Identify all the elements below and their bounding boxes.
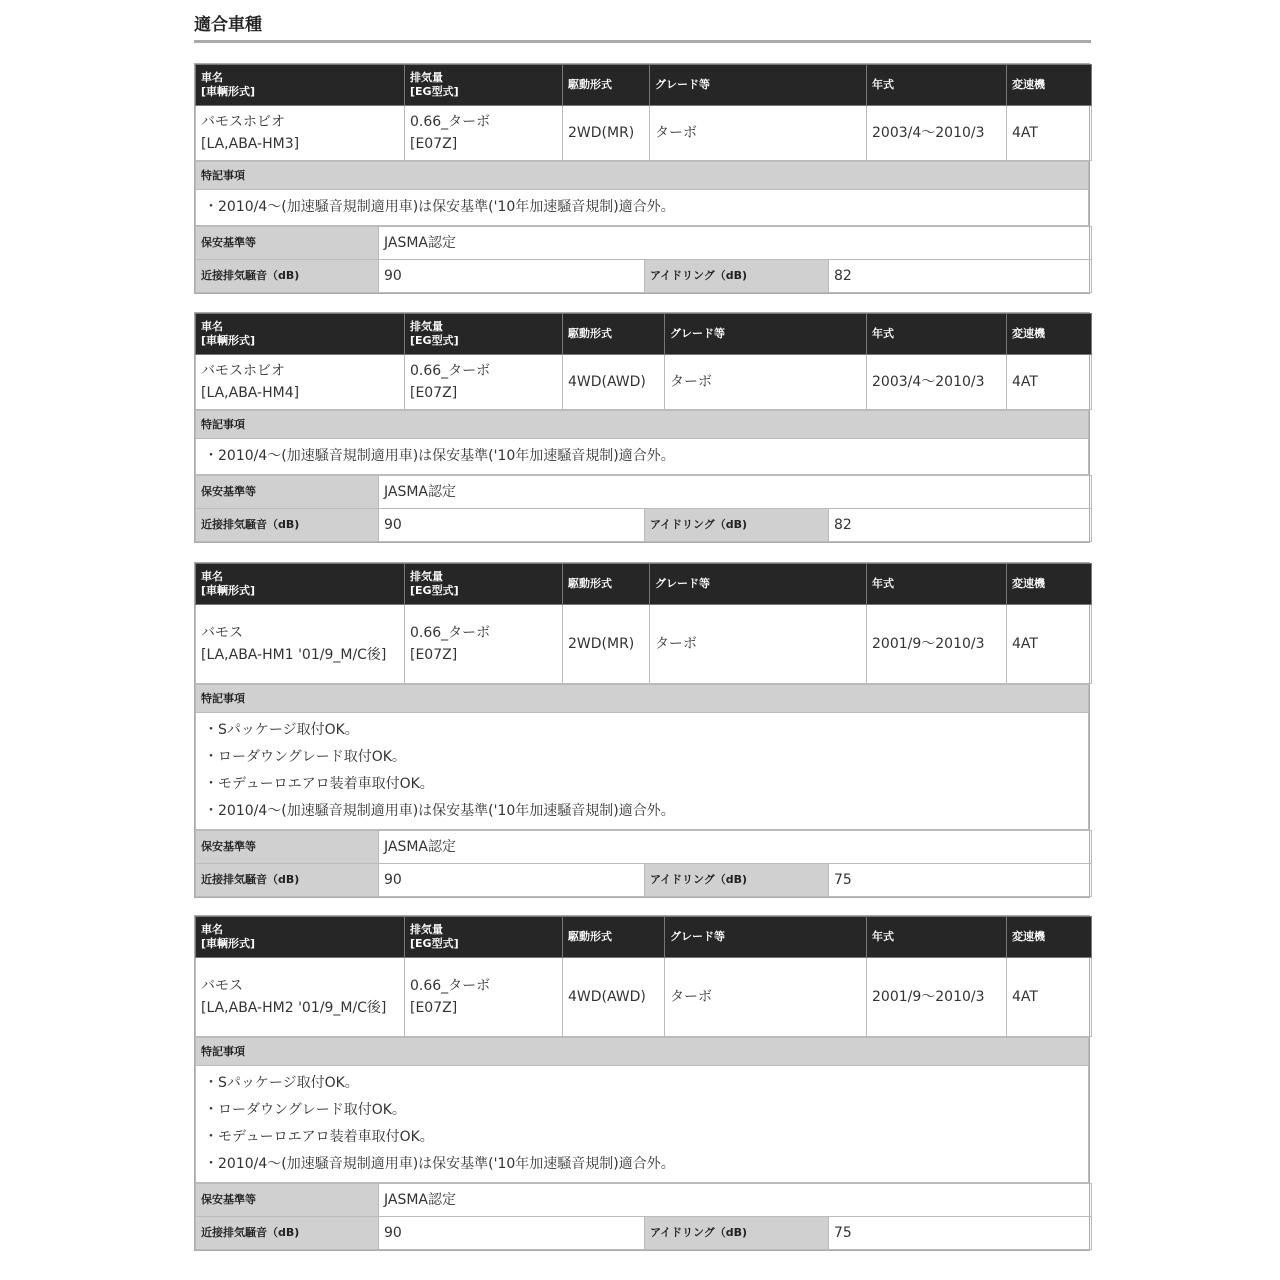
note-item: ・Sパッケージ取付OK。	[204, 1075, 359, 1091]
note-item: ・モデューロエアロ装着車取付OK。	[204, 776, 434, 792]
year-value: 2001/9～2010/3	[867, 958, 1007, 1037]
car-name-value: バモスホビオ [LA,ABA-HM3]	[196, 106, 405, 161]
idle-noise-label: アイドリング（dB)	[645, 509, 829, 542]
grade-value: ターボ	[650, 106, 867, 161]
header-car-name: 車名 [車輌形式]	[196, 314, 405, 355]
year-value: 2003/4～2010/3	[867, 355, 1007, 410]
notes-header: 特記事項	[196, 1038, 1089, 1066]
header-drive: 駆動形式	[563, 564, 650, 605]
safety-value: JASMA認定	[379, 476, 1092, 509]
vehicle-compat-table	[194, 63, 1090, 294]
note-item: ・2010/4～(加速騒音規制適用車)は保安基準('10年加速騒音規制)適合外。	[204, 1156, 675, 1172]
notes-list	[196, 1066, 1089, 1183]
displacement-value: 0.66_ターボ [E07Z]	[405, 355, 563, 410]
safety-label: 保安基準等	[196, 1184, 379, 1217]
car-name-value: バモス [LA,ABA-HM2 '01/9_M/C後]	[196, 958, 405, 1037]
header-drive: 駆動形式	[563, 65, 650, 106]
year-value: 2001/9～2010/3	[867, 605, 1007, 684]
near-noise-label: 近接排気騒音（dB)	[196, 509, 379, 542]
idle-noise-label: アイドリング（dB)	[645, 1217, 829, 1250]
safety-value: JASMA認定	[379, 227, 1092, 260]
header-car-name: 車名 [車輌形式]	[196, 917, 405, 958]
header-grade: グレード等	[650, 65, 867, 106]
grade-value: ターボ	[650, 605, 867, 684]
near-noise-label: 近接排気騒音（dB)	[196, 864, 379, 897]
year-value: 2003/4～2010/3	[867, 106, 1007, 161]
near-noise-label: 近接排気騒音（dB)	[196, 260, 379, 293]
transmission-value: 4AT	[1007, 106, 1092, 161]
header-transmission: 変速機	[1007, 917, 1092, 958]
header-displacement: 排気量 [EG型式]	[405, 564, 563, 605]
displacement-value: 0.66_ターボ [E07Z]	[405, 605, 563, 684]
table-row	[196, 958, 1092, 1037]
notes-header: 特記事項	[196, 685, 1089, 713]
notes-header: 特記事項	[196, 411, 1089, 439]
car-name-value: バモス [LA,ABA-HM1 '01/9_M/C後]	[196, 605, 405, 684]
near-noise-label: 近接排気騒音（dB)	[196, 1217, 379, 1250]
notes-list	[196, 713, 1089, 830]
displacement-value: 0.66_ターボ [E07Z]	[405, 106, 563, 161]
note-item: ・2010/4～(加速騒音規制適用車)は保安基準('10年加速騒音規制)適合外。	[204, 803, 675, 819]
header-year: 年式	[867, 564, 1007, 605]
drive-value: 2WD(MR)	[563, 605, 650, 684]
idle-noise-value: 75	[829, 1217, 1092, 1250]
near-noise-value: 90	[379, 260, 645, 293]
table-row	[196, 106, 1092, 161]
displacement-value: 0.66_ターボ [E07Z]	[405, 958, 563, 1037]
title-divider	[194, 40, 1091, 43]
safety-label: 保安基準等	[196, 831, 379, 864]
header-grade: グレード等	[665, 917, 867, 958]
notes-header: 特記事項	[196, 162, 1089, 190]
near-noise-value: 90	[379, 864, 645, 897]
notes-list	[196, 190, 1089, 226]
near-noise-value: 90	[379, 509, 645, 542]
header-grade: グレード等	[650, 564, 867, 605]
idle-noise-label: アイドリング（dB)	[645, 260, 829, 293]
header-drive: 駆動形式	[563, 314, 665, 355]
header-car-name: 車名 [車輌形式]	[196, 564, 405, 605]
transmission-value: 4AT	[1007, 958, 1092, 1037]
near-noise-value: 90	[379, 1217, 645, 1250]
header-grade: グレード等	[665, 314, 867, 355]
table-row	[196, 355, 1092, 410]
note-item: ・ローダウングレード取付OK。	[204, 1102, 406, 1118]
header-transmission: 変速機	[1007, 314, 1092, 355]
note-item: ・2010/4～(加速騒音規制適用車)は保安基準('10年加速騒音規制)適合外。	[204, 199, 675, 215]
idle-noise-value: 82	[829, 260, 1092, 293]
drive-value: 2WD(MR)	[563, 106, 650, 161]
header-displacement: 排気量 [EG型式]	[405, 65, 563, 106]
notes-list	[196, 439, 1089, 475]
safety-value: JASMA認定	[379, 1184, 1092, 1217]
safety-label: 保安基準等	[196, 227, 379, 260]
header-car-name: 車名 [車輌形式]	[196, 65, 405, 106]
header-year: 年式	[867, 917, 1007, 958]
header-year: 年式	[867, 314, 1007, 355]
header-year: 年式	[867, 65, 1007, 106]
note-item: ・モデューロエアロ装着車取付OK。	[204, 1129, 434, 1145]
safety-label: 保安基準等	[196, 476, 379, 509]
vehicle-compat-table	[194, 312, 1090, 543]
header-displacement: 排気量 [EG型式]	[405, 314, 563, 355]
header-displacement: 排気量 [EG型式]	[405, 917, 563, 958]
idle-noise-label: アイドリング（dB)	[645, 864, 829, 897]
grade-value: ターボ	[665, 355, 867, 410]
transmission-value: 4AT	[1007, 605, 1092, 684]
note-item: ・2010/4～(加速騒音規制適用車)は保安基準('10年加速騒音規制)適合外。	[204, 448, 675, 464]
header-transmission: 変速機	[1007, 65, 1092, 106]
vehicle-compat-table	[194, 562, 1090, 898]
car-name-value: バモスホビオ [LA,ABA-HM4]	[196, 355, 405, 410]
transmission-value: 4AT	[1007, 355, 1092, 410]
header-transmission: 変速機	[1007, 564, 1092, 605]
idle-noise-value: 82	[829, 509, 1092, 542]
drive-value: 4WD(AWD)	[563, 355, 665, 410]
idle-noise-value: 75	[829, 864, 1092, 897]
note-item: ・Sパッケージ取付OK。	[204, 722, 359, 738]
vehicle-compat-table	[194, 915, 1090, 1251]
grade-value: ターボ	[665, 958, 867, 1037]
safety-value: JASMA認定	[379, 831, 1092, 864]
table-row	[196, 605, 1092, 684]
note-item: ・ローダウングレード取付OK。	[204, 749, 406, 765]
page-title: 適合車種	[194, 15, 262, 35]
drive-value: 4WD(AWD)	[563, 958, 665, 1037]
header-drive: 駆動形式	[563, 917, 665, 958]
